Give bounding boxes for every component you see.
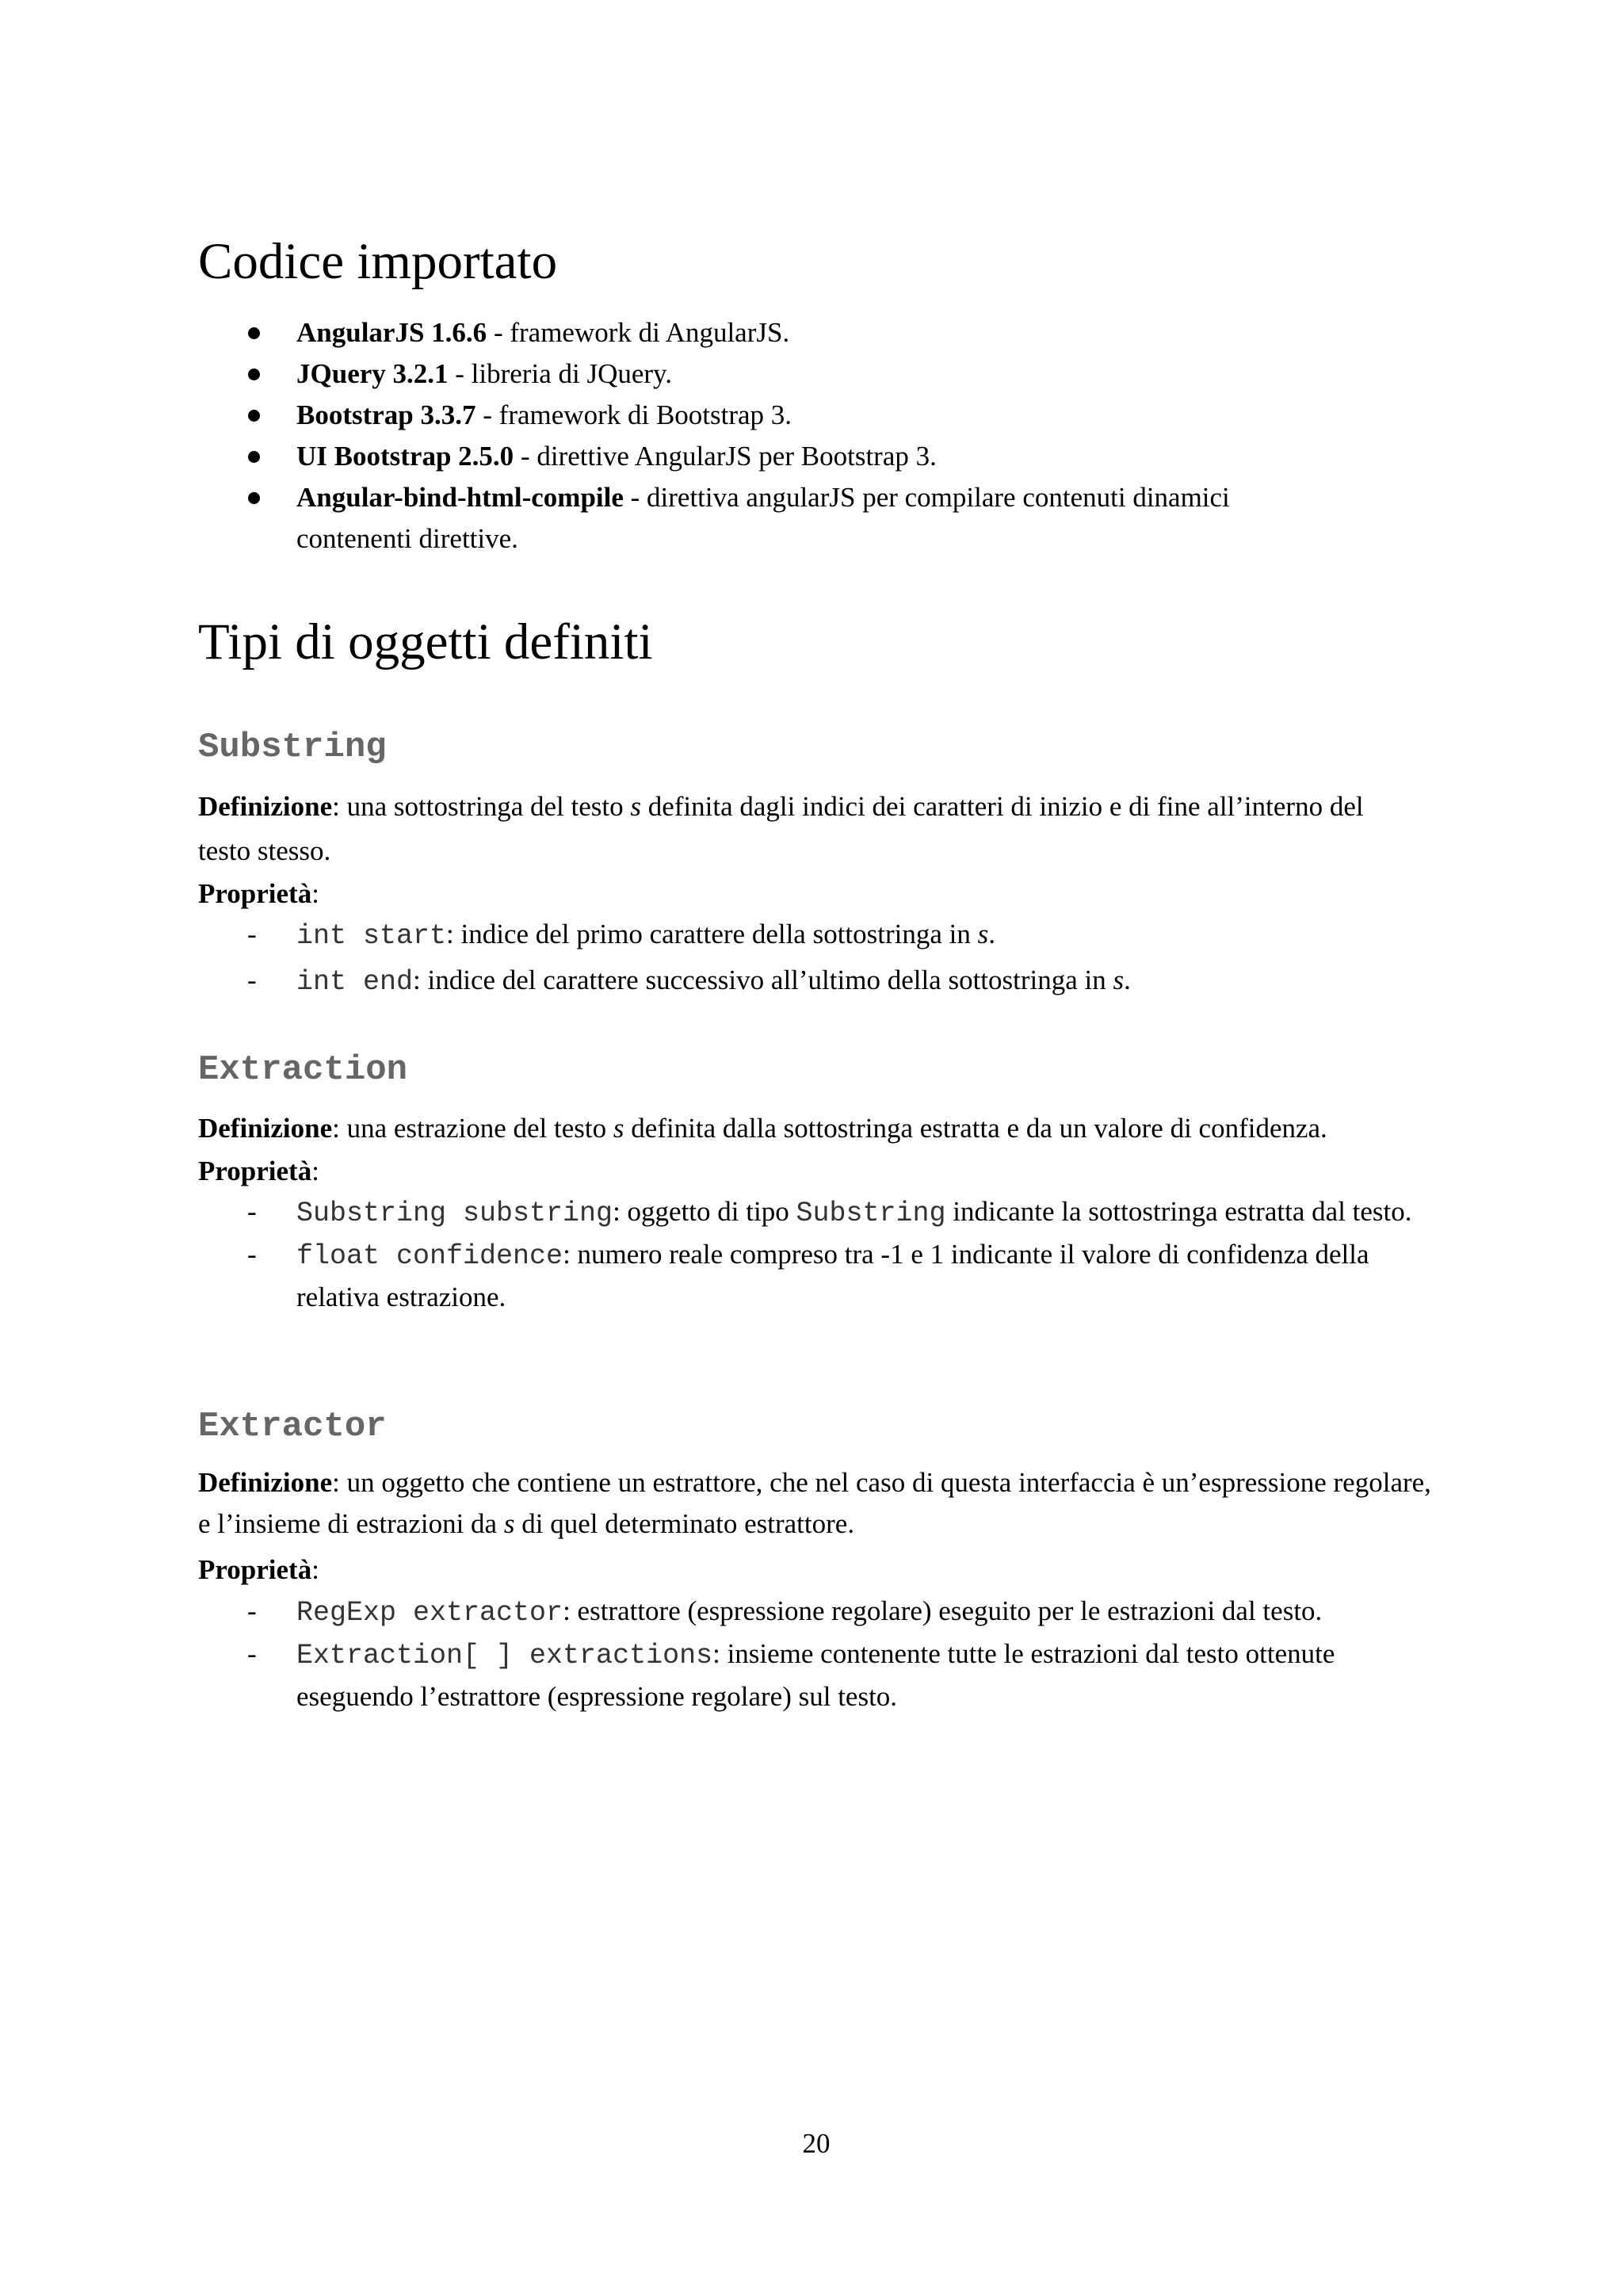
bullet-icon	[248, 369, 260, 380]
document-page	[198, 0, 1434, 2296]
extraction-definition: Definizione: una estrazione del testo s definita dalla sottostringa estratta e da un valore di confidenza.	[198, 1113, 1327, 1144]
list-item: - int end: indice del carattere successivo all’ultimo della sottostringa in s.	[247, 965, 1131, 998]
bullet-icon	[248, 327, 260, 339]
heading-extractor: Extractor	[198, 1407, 387, 1446]
list-item: - Substring substring: oggetto di tipo Substring indicante la sottostringa estratta dal testo.	[247, 1196, 1412, 1229]
list-item: - int start: indice del primo carattere della sottostringa in s.	[247, 919, 996, 952]
bullet-icon	[248, 492, 260, 504]
list-item: UI Bootstrap 2.5.0 - direttive AngularJS per Bootstrap 3.	[198, 436, 1434, 477]
list-item: Bootstrap 3.3.7 - framework di Bootstrap 3.	[198, 395, 1434, 436]
imported-code-list	[198, 312, 1434, 560]
substring-properties-label: Proprietà:	[198, 878, 319, 909]
heading-extraction: Extraction	[198, 1050, 408, 1090]
heading-substring: Substring	[198, 728, 387, 767]
substring-properties-list	[198, 914, 1434, 1003]
extractor-properties-list	[198, 1591, 1434, 1717]
extractor-definition: Definizione: un oggetto che contiene un estrattore, che nel caso di questa interfaccia è un’espressione regolare, e l’insieme di estrazioni da s di quel determinato estrattore.	[198, 1467, 1431, 1539]
extractor-properties-label: Proprietà:	[198, 1554, 319, 1585]
list-item: Angular-bind-html-compile - direttiva angularJS per compilare contenuti dinamici contenenti direttive.	[198, 477, 1434, 560]
bullet-icon	[248, 410, 260, 422]
list-item: - float confidence: numero reale compreso tra -1 e 1 indicante il valore di confidenza della relativa estrazione.	[247, 1239, 1369, 1312]
list-item: - Extraction[ ] extractions: insieme contenente tutte le estrazioni dal testo ottenute eseguendo l’estrattore (espressione regolare) sul testo.	[247, 1638, 1335, 1712]
list-item: JQuery 3.2.1 - libreria di JQuery.	[198, 353, 1434, 395]
extraction-properties-list	[198, 1191, 1434, 1318]
substring-definition: Definizione: una sottostringa del testo s definita dagli indici dei caratteri di inizio e di fine all’interno del testo stesso.	[198, 791, 1364, 866]
list-item: AngularJS 1.6.6 - framework di AngularJS.	[198, 312, 1434, 353]
bullet-icon	[248, 451, 260, 463]
heading-codice-importato: Codice importato	[198, 233, 558, 290]
heading-tipi-oggetti: Tipi di oggetti definiti	[198, 613, 653, 670]
page-number: 20	[802, 2128, 831, 2159]
extraction-properties-label: Proprietà:	[198, 1156, 319, 1186]
list-item: - RegExp extractor: estrattore (espressione regolare) eseguito per le estrazioni dal testo.	[247, 1595, 1323, 1629]
